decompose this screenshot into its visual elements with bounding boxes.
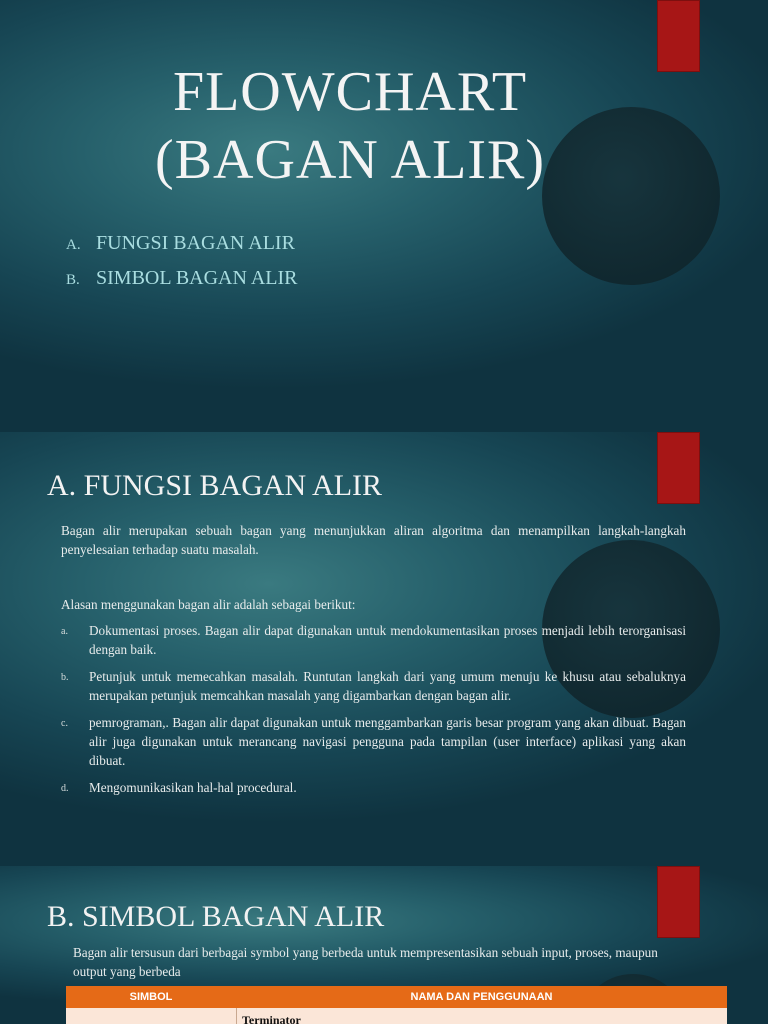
reasons-intro: Alasan menggunakan bagan alir adalah sebagai berikut:	[61, 597, 356, 612]
symbol-cell	[66, 1008, 237, 1024]
slide-title	[0, 0, 768, 432]
agenda-item	[66, 232, 298, 267]
symbols-intro: Bagan alir tersusun dari berbagai symbol yang berbeda untuk mempresentasikan sebuah input, proses, maupun output yang berbeda	[73, 945, 658, 979]
agenda-item	[66, 267, 298, 302]
reasons-list	[61, 621, 686, 806]
table-row	[66, 1008, 727, 1024]
list-text: pemrograman,. Bagan alir dapat digunakan untuk menggambarkan garis besar program yang akan dibuat. Bagan alir juga digunakan untuk merancang navigasi pengguna pada tampilan (user interface) aplikasi yang akan dibuat.	[89, 715, 686, 768]
symbols-table	[66, 986, 727, 1024]
red-accent-tab	[657, 432, 700, 504]
agenda-marker: B.	[66, 272, 80, 288]
agenda-text: FUNGSI BAGAN ALIR	[96, 232, 295, 254]
slide-fungsi	[0, 432, 768, 866]
list-marker: c.	[61, 718, 68, 729]
slide-title-text	[0, 58, 700, 194]
section-heading: A. FUNGSI BAGAN ALIR	[47, 469, 383, 502]
section-heading: B. SIMBOL BAGAN ALIR	[47, 900, 385, 933]
title-line-1: FLOWCHART	[172, 61, 528, 123]
list-marker: b.	[61, 672, 69, 683]
intro-paragraph: Bagan alir merupakan sebuah bagan yang menunjukkan aliran algoritma dan menampilkan langkah-langkah penyelesaian terhadap suatu masalah.	[61, 523, 686, 557]
agenda-marker: A.	[66, 237, 81, 253]
title-line-2: (BAGAN ALIR)	[155, 129, 545, 191]
name-cell: Terminator	[242, 1013, 301, 1024]
header-symbol: SIMBOL	[129, 991, 173, 1003]
agenda-text: SIMBOL BAGAN ALIR	[96, 267, 298, 289]
header-name-usage: NAMA DAN PENGGUNAAN	[410, 991, 553, 1003]
list-text: Petunjuk untuk memecahkan masalah. Runtutan langkah dari yang umum menuju ke khusu atau sebaluknya merupakan petunjuk memcahkan masalah yang digambarkan dengan bagan alir.	[89, 669, 686, 703]
list-item	[61, 621, 686, 659]
table-header	[66, 986, 727, 1008]
agenda-list	[66, 232, 298, 302]
slide-simbol	[0, 866, 768, 1024]
list-marker: d.	[61, 783, 69, 794]
list-text: Mengomunikasikan hal-hal procedural.	[89, 780, 297, 795]
list-item	[61, 667, 686, 705]
red-accent-tab	[657, 866, 700, 938]
list-item	[61, 778, 686, 798]
list-item	[61, 713, 686, 770]
list-text: Dokumentasi proses. Bagan alir dapat digunakan untuk mendokumentasikan proses menjadi lebih terorganisasi dengan baik.	[89, 623, 686, 657]
list-marker: a.	[61, 626, 68, 637]
